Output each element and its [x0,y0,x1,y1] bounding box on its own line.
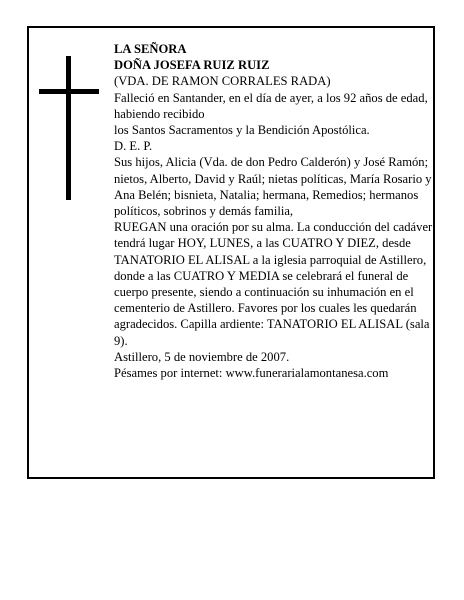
rip-line: D. E. P. [114,139,153,154]
deceased-name: DOÑA JOSEFA RUIZ RUIZ [114,58,270,73]
request-paragraph: RUEGAN una oración por su alma. La conducción del cadáver tendrá lugar HOY, LUNES, a las CUATRO Y DIEZ, desde TANATORIO EL ALISAL a la iglesia parroquial de Astillero, donde a las CUATRO Y MEDIA se celebrará el funeral de cuerpo presente, siendo a continuación su inhumación en el cementerio de Astillero. Favores por los cuales les quedarán agradecidos. Capilla ardiente: TANATORIO EL ALISAL (sala 9). [114,220,433,348]
cross-vertical-bar [66,56,71,200]
notice-title: LA SEÑORA [114,42,187,56]
sacraments-line: los Santos Sacramentos y la Bendición Apostólica. [114,123,370,138]
death-announcement: Falleció en Santander, en el día de ayer, a los 92 años de edad, habiendo recibido [114,90,428,121]
condolences-line: Pésames por internet: www.funerarialamontanesa.com [114,366,389,381]
obituary-notice [27,26,435,479]
family-paragraph: Sus hijos, Alicia (Vda. de don Pedro Calderón) y José Ramón; nietos, Alberto, David y Raúl; nietas políticas, María Rosario y Ana Belén; bisnieta, Natalia; hermana, Remedios; hermanos políticos, sobrinos y demás familia, [114,155,432,219]
notice-text [114,41,434,381]
cross-horizontal-bar [39,89,99,94]
date-line: Astillero, 5 de noviembre de 2007. [114,349,290,364]
cross-icon [39,56,99,200]
widow-of-line: (VDA. DE RAMON CORRALES RADA) [114,74,331,89]
